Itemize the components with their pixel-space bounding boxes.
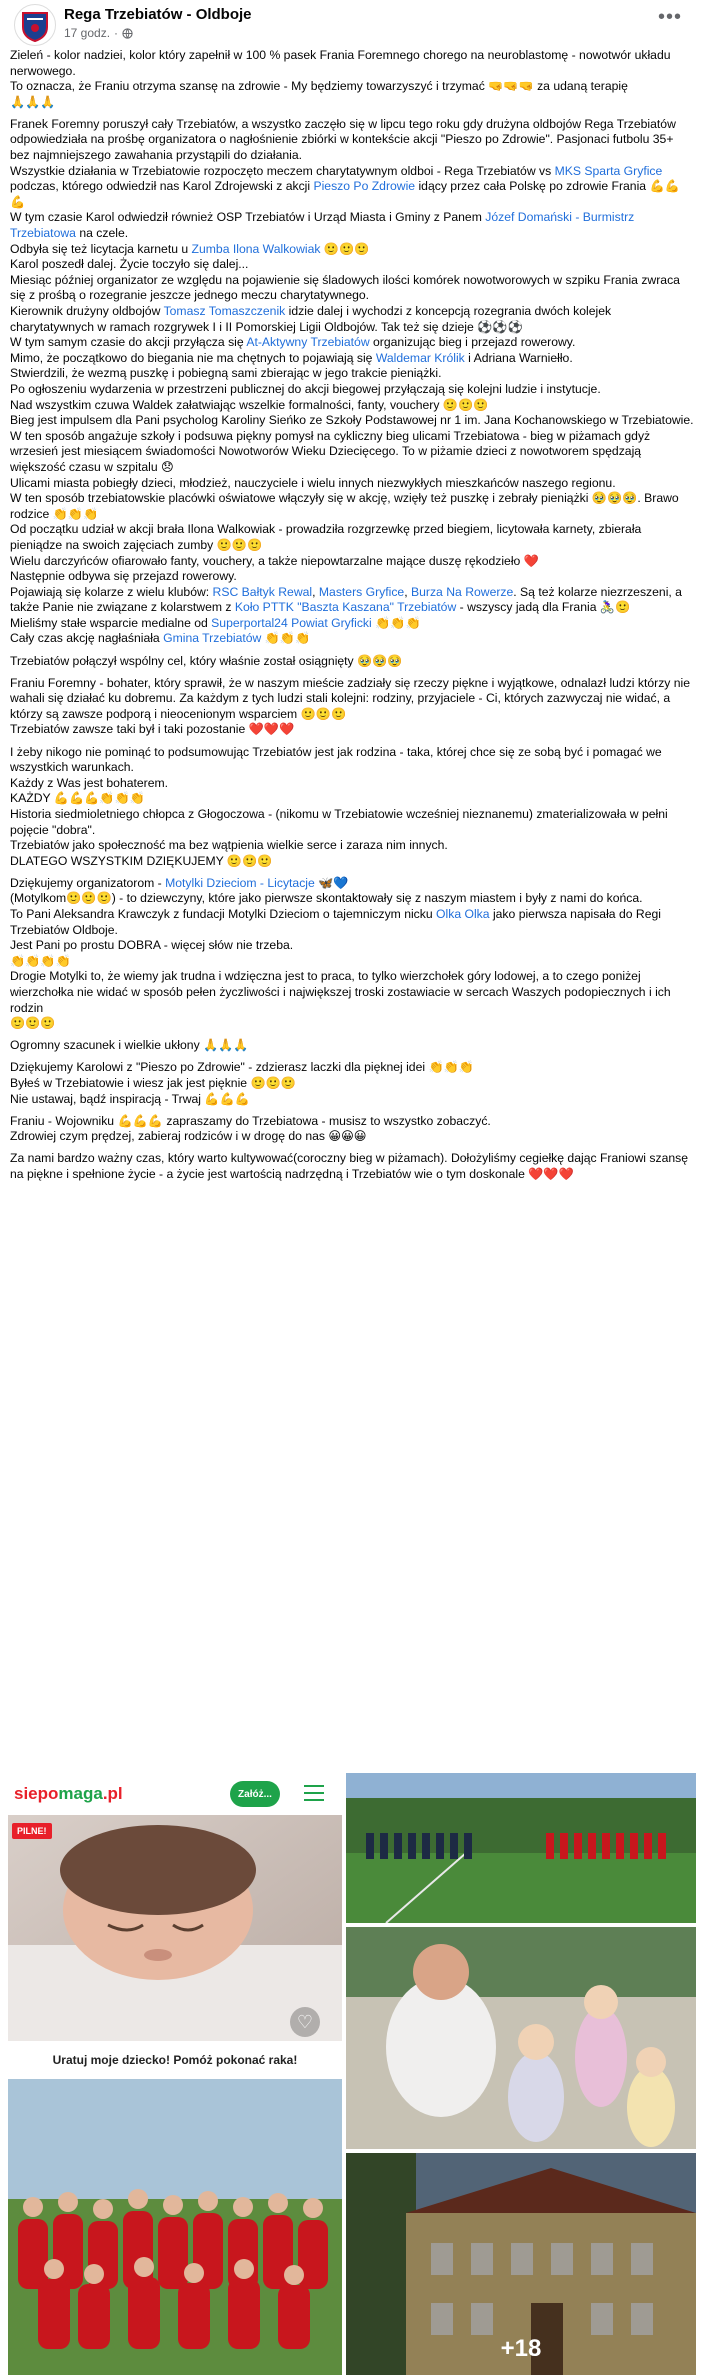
mention-link[interactable]: Burza Na Rowerze — [411, 584, 514, 599]
child-photo — [8, 1815, 342, 2041]
post-text: jako pierwsza napisała do Regi Trzebiatów Oldboje. Jest Pani po prostu DOBRA - więcej słów nie trzeba. 👏👏👏👏 Drogie Motylki to, że wiemy jak trudna i wdzięczna jest to praca, to tylko wierzchołek góry lodowej, a to czego poniżej wierzchołka nie widać w sposób pełen życzliwości i największej troski zostawiacie w sercach Waszych podopiecznych i ich rodzin 🙂🙂🙂 — [10, 906, 671, 1031]
post-text: 👏👏👏 — [261, 631, 311, 646]
photo-match[interactable] — [346, 1773, 696, 1923]
hamburger-menu-icon[interactable] — [304, 1785, 324, 1801]
post-paragraph — [10, 676, 694, 738]
mention-link[interactable]: Pieszo Po Zdrowie — [313, 179, 416, 194]
post-text: na czele. Odbyła się też licytacja karnetu u — [10, 226, 189, 256]
post-text: i Adriana Warniełło. Stwierdzili, że wezmą puszkę i pobiegną sami zbierając w jego trakcie pieniążki. Po ogłoszeniu wydarzenia w przestrzeni publicznej do akcji biegowej przyłączają się kolejni ludzie i instytucje. Nad wszystkim czuwa Waldek załatwiając wszelkie formalności, fanty, vouchery 🙂🙂🙂 Bieg jest impulsem dla Pani psycholog Karoliny Sieńko ze Szkoły Podstawowej nr 1 im. Jana Kochanowskiego w Trzebiatowie. W ten sposób angażuje szkoły i podsuwa piękny pomysł na cykliczny bieg ulicami Trzebiatowa - bieg w piżamach gdyż wrzesień jest miesiącem świadomości Nowotworów Wieku Dziecięcego. To w piżamie dzieci z nowotworem spędzają większość czasu w szpitalu 😞 Ulicami miasta pobiegły dzieci, młodzież, nauczyciele i wielu innych niezwykłych mieszkańców naszego regionu. W ten sposób trzebiatowskie placówki oświatowe włączyły się w akcję, wzięły też puszkę i zebrały pieniążki 🥹🥹🥹. Brawo rodzice 👏👏👏 Od początku udział w akcji brała Ilona Walkowiak - prowadziła rozgrzewkę przed biegiem, licytowała karnety, zbierała pieniądze na swoich zajęciach zumby 🙂🙂🙂 Wielu darczyńców ofiarowało fanty, vouchery, a także niepowtarzalne mające duszę rękodzieło ❤️ Następnie odbywa się przejazd rowerowy. Pojawiają się kolarze z wielu klubów: — [10, 350, 694, 599]
post-time[interactable]: 17 godz. — [64, 26, 111, 40]
team-photo — [8, 2079, 342, 2375]
siepomaga-header — [8, 1773, 342, 1816]
mention-link[interactable]: Koło PTTK "Baszta Kaszana" Trzebiatów — [234, 600, 457, 615]
create-fundraiser-button[interactable]: Załóż... — [230, 1781, 280, 1807]
mention-link[interactable]: RSC Bałtyk Rewal — [212, 584, 313, 599]
post-paragraph — [10, 745, 694, 870]
post-paragraph — [10, 1038, 694, 1054]
mention-link[interactable]: Waldemar Królik — [375, 350, 465, 365]
post-text: Ogromny szacunek i wielkie ukłony 🙏🙏🙏 — [10, 1038, 249, 1053]
mention-link[interactable]: MKS Sparta Gryfice — [554, 163, 663, 178]
post-text: 🦋💙 (Motylkom🙂🙂🙂) - to dziewczyny, które jako pierwsze skontaktowały się z naszym miastem i były z nami do końca. To Pani Aleksandra Krawczyk z fundacji Motylki Dzieciom o tajemniczym nicku — [10, 875, 643, 921]
post-paragraph — [10, 1151, 694, 1182]
post-text: Trzebiatów połączył wspólny cel, który właśnie został osiągnięty 🥹🥹🥹 — [10, 653, 403, 668]
mention-link[interactable]: Józef Domański - Burmistrz Trzebiatowa — [10, 210, 635, 241]
post-text: 👏👏👏 Cały czas akcję nagłaśniała — [10, 615, 421, 646]
mention-link[interactable]: At-Aktywny Trzebiatów — [246, 335, 370, 350]
photo-siepomaga[interactable] — [8, 1773, 342, 2375]
post-paragraph — [10, 1114, 694, 1145]
globe-icon — [122, 28, 133, 39]
post-text: , — [312, 584, 319, 599]
post-text: Franek Foremny poruszył cały Trzebiatów, a wszystko zaczęło się w lipcu tego roku gdy drużyna oldbojów Rega Trzebiatów odpowiedziała na prośbę organizatora o nagłośnienie zbiórki w kontekście akcji "Pieszo po Zdrowie". Pasjonaci futbolu 35+ bez najmniejszego zawahania przystąpili do działania. Wszystkie działania w Trzebiatowie rozpoczęto meczem charytatywnym oldboi - Rega Trzebiatów vs — [10, 116, 676, 178]
page-avatar[interactable] — [14, 4, 56, 46]
mention-link[interactable]: Motylki Dzieciom - Licytacje — [165, 875, 315, 890]
post-meta: 17 godz. · — [64, 26, 133, 40]
post-text: Dziękujemy Karolowi z "Pieszo po Zdrowie" - zdzierasz laczki dla pięknej idei 👏👏👏 Byłeś w Trzebiatowie i wiesz jak jest pięknie 🙂🙂🙂 Nie ustawaj, bądź inspiracją - Trwaj 💪💪💪 — [10, 1060, 474, 1106]
post-text: Franiu Foremny - bohater, który sprawił, że w naszym mieście zadziały się rzeczy piękne i wyjątkowe, odnalazł ludzi którzy nie wahali się działać ku dobremu. Za każdym z tych ludzi stali kolejni: rodziny, przyjaciele - Ci, których zazwyczaj nie widać, a którzy są zawsze podporą i nieocenionym wsparciem 🙂🙂🙂 Trzebiatów zawsze taki był i taki pozostanie ❤️❤️❤️ — [10, 675, 691, 737]
post-text: idący przez cała Polskę po zdrowie Frania 💪💪💪 W tym czasie Karol odwiedził również OSP Trzebiatów i Urząd Miasta i Gminy z Panem — [10, 179, 680, 225]
mention-link[interactable]: Masters Gryfice — [318, 584, 405, 599]
post-text: Zieleń - kolor nadziei, kolor który zapełnił w 100 % pasek Frania Foremnego chorego na neuroblastomę - nowotwór układu nerwowego. To oznacza, że Franiu otrzyma szansę na zdrowie - My będziemy towarzyszyć i trzymać 🤜🤜🤜 za udaną terapię 🙏🙏🙏 — [10, 48, 671, 109]
siepomaga-logo: siepomaga.pl — [14, 1784, 123, 1803]
post-paragraph — [10, 1060, 694, 1107]
urgent-badge: PILNE! — [12, 1823, 52, 1839]
post-text: idzie dalej i wychodzi z koncepcją rozegrania dwóch kolejek charytatywnych w ramach rozgrywek I i II Pomorskiej Ligii Oldbojów. Tak też się dzieje ⚽⚽⚽ W tym samym czasie do akcji przyłącza się — [10, 304, 612, 350]
photo-gallery — [8, 1773, 696, 2375]
post-text: organizując bieg i przejazd rowerowy. Mimo, że początkowo do biegania nie ma chętnych to pojawiają się — [10, 335, 576, 365]
page-name[interactable]: Rega Trzebiatów - Oldboje — [64, 6, 252, 23]
post-paragraph — [10, 654, 694, 670]
photo-children[interactable] — [346, 1927, 696, 2149]
post-text: 🙂🙂🙂 Karol poszedł dalej. Życie toczyło się dalej... Miesiąc później organizator ze względu na pojawienie się śladowych ilości komórek nowotworowych w szpiku Frania zwraca się z prośbą o rozegranie jeszcze jednego meczu charytatywnego. Kierownik drużyny oldbojów — [10, 241, 680, 318]
more-photos-count[interactable]: +18 — [346, 2153, 696, 2375]
heart-icon[interactable]: ♡ — [290, 2007, 320, 2037]
post-text: - wszyscy jadą dla Frania 🚴‍♀️🙂 Mieliśmy stałe wsparcie medialne od — [10, 600, 631, 630]
fundraiser-headline: Uratuj moje dziecko! Pomóż pokonać raka! — [8, 2041, 342, 2079]
post-text: . Są też kolarze niezrzeszeni, a także Panie nie związane z kolarstwem z — [10, 584, 682, 615]
post-text: Dziękujemy organizatorom - — [10, 875, 166, 890]
post-text: Franiu - Wojowniku 💪💪💪 zapraszamy do Trzebiatowa - musisz to wszystko zobaczyć. Zdrowiej czym prędzej, zabieraj rodziców i w drogę do nas 😀😀😀 — [10, 1113, 491, 1144]
post-text: , — [404, 584, 411, 599]
mention-link[interactable]: Zumba Ilona Walkowiak — [191, 241, 321, 256]
post-body — [10, 48, 694, 1189]
post-paragraph — [10, 48, 694, 110]
post-text: podczas, którego odwiedził nas Karol Zdrojewski z akcji — [10, 179, 314, 194]
mention-link[interactable]: Olka Olka — [436, 906, 490, 921]
post-paragraph — [10, 876, 694, 1032]
more-dots-icon[interactable]: ••• — [657, 6, 682, 28]
mention-link[interactable]: Superportal24 Powiat Gryficki — [211, 615, 372, 630]
post-text: I żeby nikogo nie pominąć to podsumowując Trzebiatów jest jak rodzina - taka, której chce się ze sobą być i pomagać we wszystkich warunkach. Każdy z Was jest bohaterem. KAŻDY 💪💪💪👏👏👏 Historia siedmioletniego chłopca z Głogoczowa - (nikomu w Trzebiatowie wcześniej nieznanemu) zmaterializowała w pełni pojęcie "dobra". Trzebiatów jako społeczność ma bez wątpienia wielkie serce i zaraza nim innych. DLATEGO WSZYSTKIM DZIĘKUJEMY 🙂🙂🙂 — [10, 744, 668, 868]
post-text: Za nami bardzo ważny czas, który warto kultywować(coroczny bieg w piżamach). Dołożyliśmy cegiełkę dając Franiowi szansę na piękne i spełnione życie - a życie jest wartością nadrzędną i Trzebiatów wie o tym doskonale ❤️❤️❤️ — [10, 1151, 689, 1181]
post-paragraph — [10, 117, 694, 647]
mention-link[interactable]: Gmina Trzebiatów — [163, 631, 262, 646]
photo-town-hall[interactable] — [346, 2153, 696, 2375]
mention-link[interactable]: Tomasz Tomaszczenik — [163, 304, 286, 318]
